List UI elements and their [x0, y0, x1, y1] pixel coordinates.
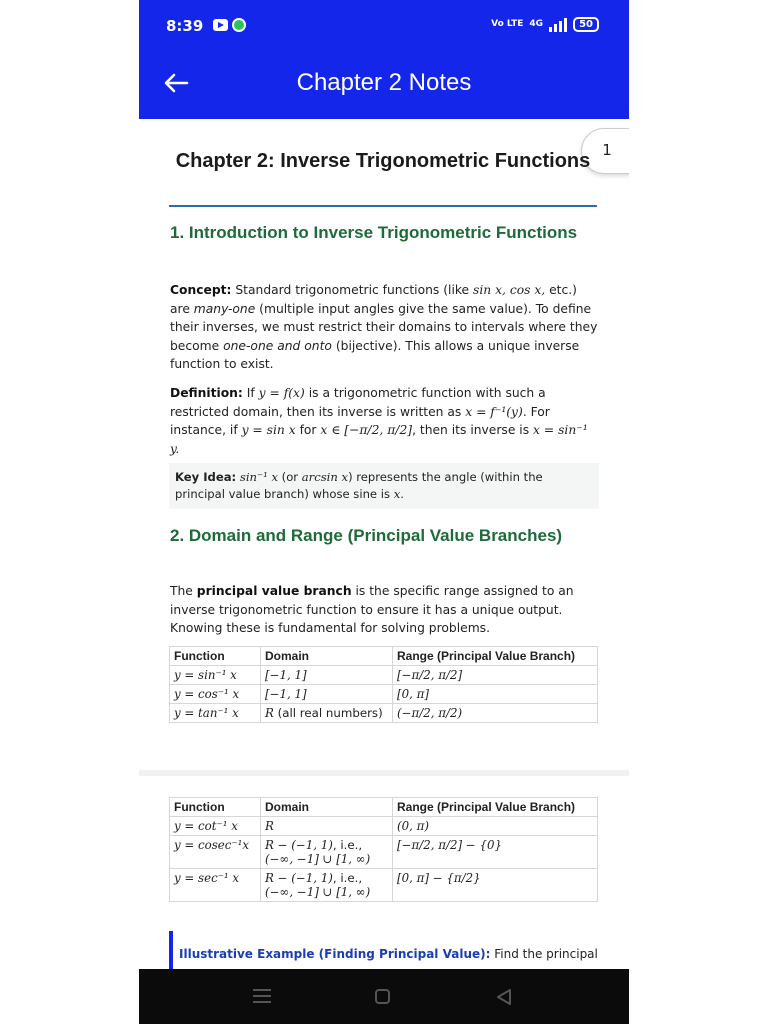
recent-apps-icon[interactable] — [253, 989, 271, 1007]
principal-branch-table-2 — [169, 797, 598, 902]
principal-value-paragraph: The principal value branch is the specific range assigned to an inverse trigonometric function to ensure it has a unique output. Knowing these is fundamental for solving problems. — [170, 584, 574, 635]
document-viewer[interactable] — [139, 119, 629, 969]
table-row: y = cosec⁻¹x R − (−1, 1), i.e., (−∞, −1] ∪ [1, ∞) [−π/2, π/2] − {0} — [170, 836, 598, 869]
header-range: Range (Principal Value Branch) — [393, 647, 598, 666]
header-domain: Domain — [261, 798, 393, 817]
status-right-icons — [491, 16, 599, 32]
table-row: y = tan⁻¹ x R (all real numbers) (−π/2, π/2) — [170, 704, 598, 723]
notification-icons — [213, 19, 246, 32]
key-idea-box: Key Idea: sin⁻¹ x (or arcsin x) represents the angle (within the principal value branch) whose sine is x. — [169, 463, 599, 509]
header-domain: Domain — [261, 647, 393, 666]
system-navigation-bar — [139, 969, 629, 1024]
youtube-notification-icon — [213, 19, 228, 31]
table-row: y = sin⁻¹ x [−1, 1] [−π/2, π/2] — [170, 666, 598, 685]
concept-paragraph: Concept: Standard trigonometric functions (like sin x, cos x, etc.) are many-one (multiple input angles give the same value). To define their inverses, we must restrict their domains to intervals where they become one-one and onto (bijective). This allows a unique inverse function to exist. — [170, 283, 598, 371]
app-bar — [139, 52, 629, 119]
signal-icon — [549, 16, 567, 32]
battery-icon: 50 — [573, 17, 599, 32]
section-1-heading: 1. Introduction to Inverse Trigonometric Functions — [170, 223, 578, 242]
phone-screen — [139, 0, 629, 1024]
document-title: Chapter 2: Inverse Trigonometric Functions — [175, 150, 591, 172]
table-header-row — [170, 798, 598, 817]
app-bar-title: Chapter 2 Notes — [296, 69, 472, 96]
table-row: y = cos⁻¹ x [−1, 1] [0, π] — [170, 685, 598, 704]
definition-paragraph: Definition: If y = f(x) is a trigonometric function with such a restricted domain, then its inverse is written as x = f⁻¹(y). For instance, if y = sin x for x ∈ [−π/2, π/2], then its inverse is x = sin⁻¹ y. — [170, 386, 588, 456]
title-divider — [169, 205, 597, 207]
security-notification-icon — [232, 18, 246, 32]
example-text: Find the principal — [490, 947, 598, 961]
system-back-icon[interactable] — [495, 988, 513, 1006]
page-separator — [139, 770, 629, 776]
example-label: Illustrative Example (Finding Principal Value): — [179, 947, 491, 961]
principal-branch-table-1 — [169, 646, 598, 723]
table-row: y = cot⁻¹ x R (0, π) — [170, 817, 598, 836]
status-bar — [139, 0, 629, 52]
section-2-heading: 2. Domain and Range (Principal Value Branches) — [170, 526, 563, 545]
volte-icon: Vo LTE — [491, 18, 524, 29]
header-range: Range (Principal Value Branch) — [393, 798, 598, 817]
table-header-row — [170, 647, 598, 666]
home-icon[interactable] — [375, 989, 390, 1004]
network-type-label: 4G — [529, 18, 544, 29]
header-function: Function — [170, 798, 261, 817]
table-row: y = sec⁻¹ x R − (−1, 1), i.e., (−∞, −1] ∪ [1, ∞) [0, π] − {π/2} — [170, 869, 598, 902]
header-function: Function — [170, 647, 261, 666]
page-number-badge[interactable]: 1 — [581, 128, 629, 174]
status-time: 8:39 — [166, 17, 204, 35]
